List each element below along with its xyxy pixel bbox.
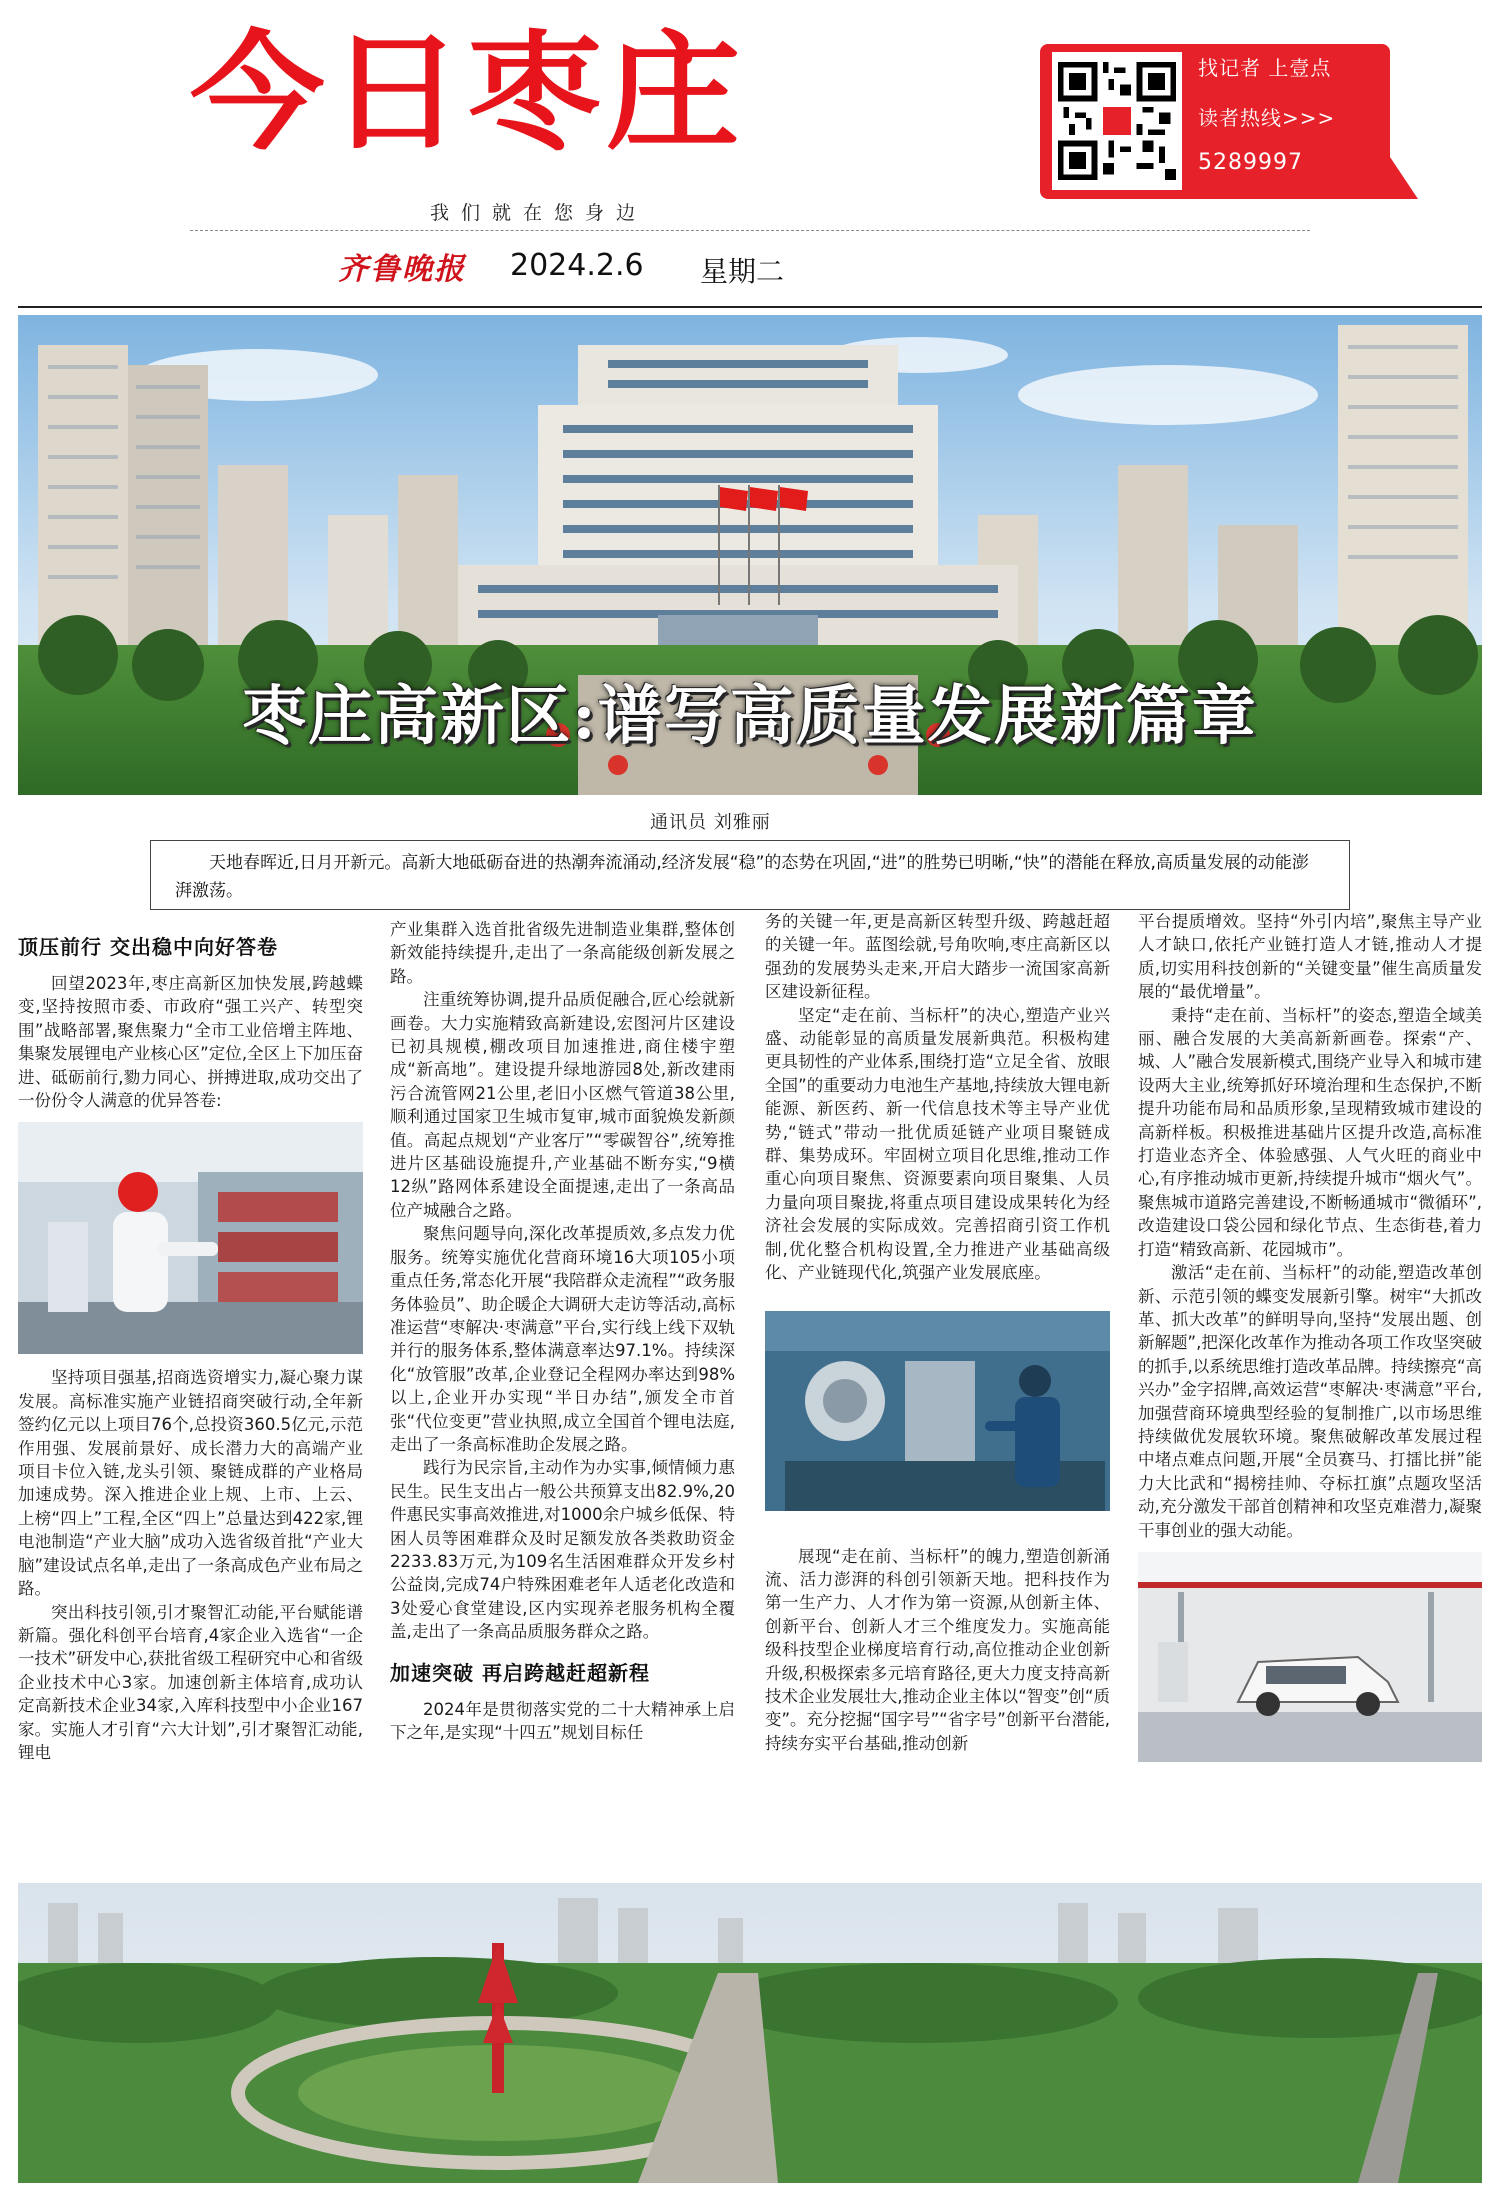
paragraph: 回望2023年,枣庄高新区加快发展,跨越蝶变,坚持按照市委、市政府“强工兴产、转型突围”战略部署,聚焦聚力“全市工业倍增主阵地、集聚发展锂电产业核心区”定位,全区上下加压奋进、砥砺前行,勠力同心、拼搏进取,成功交出了一份份令人满意的优异答卷: (18, 974, 363, 1111)
main-headline: 枣庄高新区:谱写高质量发展新篇章 (242, 679, 1258, 754)
city-aerial-photo (18, 1883, 1482, 2183)
issue-date: 2024.2.6 (510, 248, 644, 283)
paragraph: 聚焦问题导向,深化改革提质效,多点发力优服务。统筹实施优化营商环境16大项105小项重点任务,常态化开展“我陪群众走流程”“政务服务体验员”、助企暖企大调研大走访等活动,高标准运营“枣解决·枣满意”平台,实行线上线下双轨并行的服务体系,整体满意率达97.1%。持续深化“放管服”改革,企业登记全程网办率达到98%以上,企业开办实现“半日办结”,颁发全市首张“代位变更”营业执照,成立全国首个锂电法庭,走出了一条高标准助企发展之路。 (390, 1224, 735, 1454)
article-column-1 (18, 930, 363, 1764)
newspaper-logo: 今日枣庄 (190, 19, 745, 168)
lab-technician-photo (765, 1311, 1110, 1511)
publisher-brand: 齐鲁晚报 (338, 252, 466, 287)
factory-worker-photo (18, 1122, 363, 1354)
paragraph: 展现“走在前、当标杆”的魄力,塑造创新涌流、活力澎湃的科创引领新天地。把科技作为第一生产力、人才作为第一资源,从创新主体、创新平台、创新人才三个维度发力。实施高能级科技型企业梯度培育行动,高位推动企业创新升级,积极探索多元培育路径,更大力度支持高新技术企业发展壮大,推动企业主体以“智变”创“质变”。充分挖掘“国字号”“省字号”创新平台潜能,持续夯实平台基础,推动创新 (765, 1546, 1110, 1753)
paragraph: 务的关键一年,更是高新区转型升级、跨越赶超的关键一年。蓝图绘就,号角吹响,枣庄高新区以强劲的发展势头走来,开启大踏步一流国家高新区建设新征程。 (765, 912, 1110, 1002)
paragraph: 注重统筹协调,提升品质促融合,匠心绘就新画卷。大力实施精致高新建设,宏图河片区建设已初具规模,棚改项目加速推进,商住楼宇塑成“新高地”。建设提升绿地游园8处,新改建雨污合流管网21公里,老旧小区燃气管道38公里,顺利通过国家卫生城市复审,城市面貌焕发新颜值。高起点规划“产业客厅”“零碳智谷”,统筹推进片区基础设施提升,产业基础不断夯实,“9横12纵”路网体系建设全面提速,走出了一条高品位产城融合之路。 (390, 990, 735, 1220)
paragraph: 秉持“走在前、当标杆”的姿态,塑造全域美丽、融合发展的大美高新新画卷。探索“产、城、人”融合发展新模式,围绕产业导入和城市建设两大主业,统筹抓好环境治理和生态保护,不断提升功能布局和品质形象,呈现精致城市建设的高新样板。积极推进基础片区提升改造,高标准打造业态齐全、体验感强、人气火旺的商业中心,有序推动城市更新,持续提升城市“烟火气”。聚焦城市道路完善建设,不断畅通城市“微循环”,改造建设口袋公园和绿化节点、生态街巷,着力打造“精致高新、花园城市”。 (1138, 1005, 1482, 1259)
slogan: 我们就在您身边 (430, 202, 648, 224)
section-heading-1: 顶压前行 交出稳中向好答卷 (18, 935, 278, 959)
hotline-number: 5289997 (1198, 150, 1303, 175)
article-column-2 (390, 918, 735, 1744)
qr-code-icon[interactable] (1052, 52, 1182, 190)
byline: 通讯员 刘雅丽 (650, 812, 771, 833)
article-column-3 (765, 910, 1110, 1755)
paragraph: 突出科技引领,引才聚智汇动能,平台赋能谱新篇。强化科创平台培育,4家企业入选省“一企一技术”研发中心,获批省级工程研究中心和省级企业技术中心3家。加速创新主体培育,成功认定高新技术企业34家,入库科技型中小企业167家。实施人才引育“六大计划”,引才聚智汇动能,锂电 (18, 1602, 363, 1762)
header-rule (18, 306, 1482, 308)
section-heading-2: 加速突破 再启跨越赶超新程 (390, 1660, 650, 1685)
paragraph: 践行为民宗旨,主动作为办实事,倾情倾力惠民生。民生支出占一般公共预算支出82.9%,20件惠民实事高效推进,对1000余户城乡低保、特困人员等困难群众及时足额发放各类救助资金2233.83万元,为109名生活困难群众开发乡村公益岗,完成74户特殊困难老年人适老化改造和3处爱心食堂建设,区内实现养老服务机构全覆盖,走出了一条高品质服务群众之路。 (390, 1458, 735, 1642)
paragraph: 产业集群入选首批省级先进制造业集群,整体创新效能持续提升,走出了一条高能级创新发展之路。 (390, 920, 735, 986)
article-intro: 天地春晖近,日月开新元。高新大地砥砺奋进的热潮奔流涌动,经济发展“稳”的态势在巩固,“进”的胜势已明晰,“快”的潜能在释放,高质量发展的动能澎湃激荡。 (150, 840, 1350, 910)
contact-line-2: 读者热线>>> (1198, 106, 1336, 130)
masthead-divider (190, 230, 1310, 231)
paragraph: 激活“走在前、当标杆”的动能,塑造改革创新、示范引领的蝶变发展新引擎。树牢“大抓改革、抓大改革”的鲜明导向,坚持“发展出题、创新解题”,把深化改革作为推动各项工作攻坚突破的抓手,以系统思维打造改革品牌。持续擦亮“高兴办”金字招牌,高效运营“枣解决·枣满意”平台,加强营商环境典型经验的复制推广,以市场思维持续做优发展软环境。聚焦破解改革发展过程中堵点难点问题,开展“全员赛马、打擂比拼”能力大比武和“揭榜挂帅、夺标扛旗”点题攻坚活动,充分激发干部首创精神和攻坚克难潜力,凝聚干事创业的强大动能。 (1138, 1263, 1482, 1540)
hero-photo (18, 315, 1482, 795)
contact-line-1: 找记者 上壹点 (1198, 56, 1332, 80)
issue-weekday: 星期二 (700, 255, 785, 288)
contact-panel (1040, 44, 1390, 199)
paragraph: 平台提质增效。坚持“外引内培”,聚焦主导产业人才缺口,依托产业链打造人才链,推动人才提质,切实用科技创新的“关键变量”催生高质量发展的“最优增量”。 (1138, 912, 1482, 1002)
masthead (0, 0, 1500, 310)
article-column-4 (1138, 910, 1482, 1774)
paragraph: 坚持项目强基,招商选资增实力,凝心聚力谋发展。高标准实施产业链招商突破行动,全年新签约亿元以上项目76个,总投资360.5亿元,示范作用强、发展前景好、成长潜力大的高端产业项目卡位入链,龙头引领、聚链成群的产业格局加速成势。深入推进企业上规、上市、上云、上榜“四上”工程,全区“四上”总量达到422家,锂电池制造“产业大脑”成功入选省级首批“产业大脑”建设试点名单,走出了一条高成色产业布局之路。 (18, 1368, 363, 1599)
car-assembly-photo (1138, 1552, 1482, 1762)
paragraph: 2024年是贯彻落实党的二十大精神承上启下之年,是实现“十四五”规划目标任 (390, 1699, 735, 1742)
paragraph: 坚定“走在前、当标杆”的决心,塑造产业兴盛、动能彰显的高质量发展新典范。积极构建更具韧性的产业体系,围绕打造“立足全省、放眼全国”的重要动力电池生产基地,持续放大锂电新能源、新医药、新一代信息技术等主导产业优势,“链式”带动一批优质延链产业项目聚链成群、集势成环。牢固树立项目化思维,推动工作重心向项目聚焦、资源要素向项目聚集、人员力量向项目聚拢,将重点项目建设成果转化为经济社会发展的实际成效。完善招商引资工作机制,优化整合机构设置,全力推进产业基础高级化、产业链现代化,筑强产业发展底座。 (765, 1005, 1110, 1283)
